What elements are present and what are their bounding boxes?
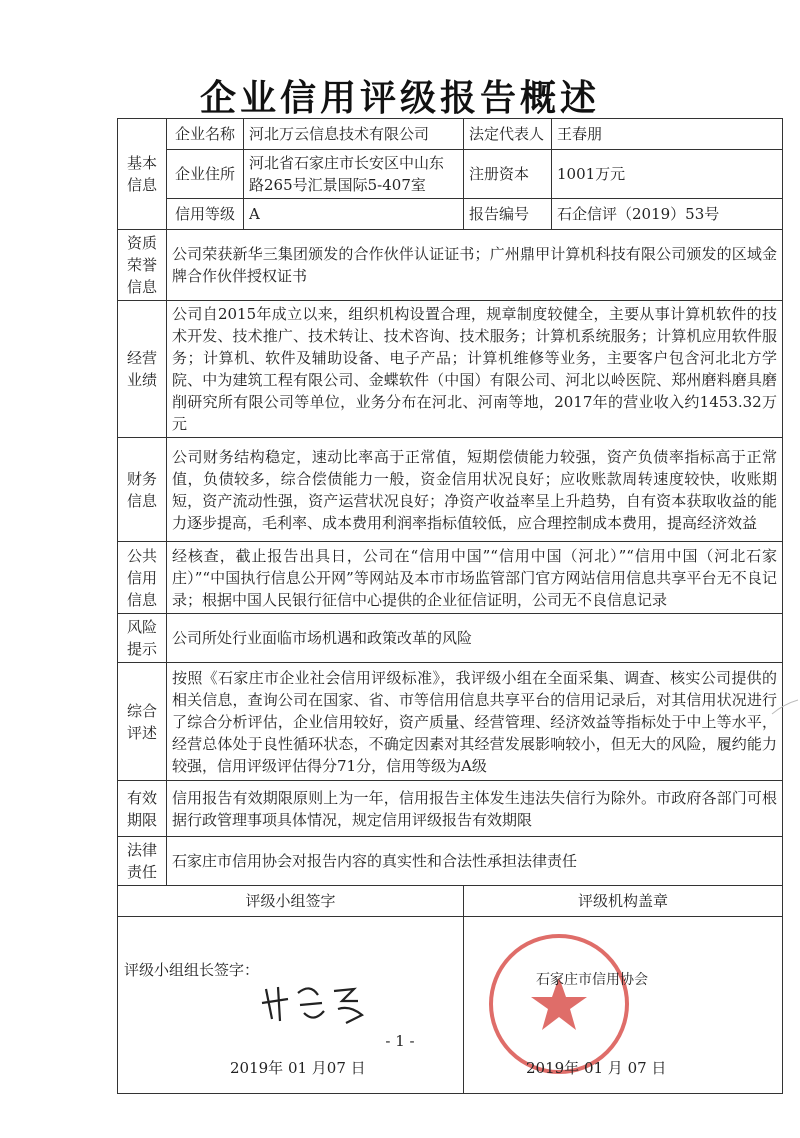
section-text-performance: 公司自2015年成立以来，组织机构设置合理，规章制度较健全，主要从事计算机软件的技术开发、技术推广、技术转让、技术咨询、技术服务；计算机系统服务；计算机应用软件服务；计算机、软件及辅助设备、电子产品；计算机维修等业务，主要客户包含河北北方学院、中为建筑工程有限公司、金蝶软件（中国）有限公司、河北以岭医院、郑州磨料磨具磨削研究所有限公司等单位，业务分布在河北、河南等地，2017年的营业收入约1453.32万元 xyxy=(167,301,783,438)
handwritten-signature xyxy=(258,979,398,1029)
signature-header-right: 评级机构盖章 xyxy=(464,886,783,917)
basic-info-label: 基本信息 xyxy=(118,119,167,230)
scan-mark xyxy=(770,698,800,718)
section-label-honors: 资质荣誉信息 xyxy=(118,230,167,301)
signature-cell-right xyxy=(464,917,783,1094)
section-label-legal: 法律责任 xyxy=(118,837,167,886)
report-no-value: 石企信评（2019）53号 xyxy=(552,199,783,230)
legal-rep-value: 王春朋 xyxy=(552,119,783,150)
credit-grade-value: A xyxy=(244,199,464,230)
section-text-validity: 信用报告有效期限原则上为一年，信用报告主体发生违法失信行为除外。市政府各部门可根据行政管理事项具体情况，规定信用评级报告有效期限 xyxy=(167,781,783,837)
address-value: 河北省石家庄市长安区中山东路265号汇景国际5-407室 xyxy=(244,150,464,199)
company-name-value: 河北万云信息技术有限公司 xyxy=(244,119,464,150)
credit-grade-label: 信用等级 xyxy=(167,199,244,230)
section-label-summary: 综合评述 xyxy=(118,663,167,781)
section-label-public-credit: 公共信用信息 xyxy=(118,542,167,614)
section-label-risk: 风险提示 xyxy=(118,614,167,663)
signature-date-left: 2019年 01 月07 日 xyxy=(230,1059,366,1077)
address-label: 企业住所 xyxy=(167,150,244,199)
section-label-performance: 经营业绩 xyxy=(118,301,167,438)
section-text-summary: 按照《石家庄市企业社会信用评级标准》，我评级小组在全面采集、调查、核实公司提供的相关信息，查询公司在国家、省、市等信用信息共享平台的信用记录后，对其信用状况进行了综合分析评估，企业信用较好，资产质量、经营管理、经济效益等指标处于中上等水平，经营总体处于良性循环状态，不确定因素对其经营发展影响较小，但无大的风险，履约能力较强，信用评级评估得分71分，信用等级为A级 xyxy=(167,663,783,781)
section-text-finance: 公司财务结构稳定，速动比率高于正常值，短期偿债能力较强，资产负债率指标高于正常值，负债较多，综合偿债能力一般，资金信用状况良好；应收账款周转速度较快，收账期短，资产流动性强，资产运营状况良好；净资产收益率呈上升趋势，自有资本获取收益的能力逐步提高，毛利率、成本费用利润率指标值较低，应合理控制成本费用，提高经济效益 xyxy=(167,438,783,542)
page-number: - 1 - xyxy=(385,1032,415,1050)
section-text-risk: 公司所处行业面临市场机遇和政策改革的风险 xyxy=(167,614,783,663)
capital-label: 注册资本 xyxy=(464,150,552,199)
section-label-finance: 财务信息 xyxy=(118,438,167,542)
rating-org-name: 石家庄市信用协会 xyxy=(536,972,648,988)
company-name-label: 企业名称 xyxy=(167,119,244,150)
page-title: 企业信用评级报告概述 xyxy=(199,77,600,119)
signature-cell-left xyxy=(118,917,464,1094)
signature-date-right: 2019年 01 月 07 日 xyxy=(526,1059,667,1077)
report-table xyxy=(117,118,783,1094)
section-label-validity: 有效期限 xyxy=(118,781,167,837)
capital-value: 1001万元 xyxy=(552,150,783,199)
section-text-public-credit: 经核查，截止报告出具日，公司在“信用中国”“信用中国（河北）”“信用中国（河北石家庄）”“中国执行信息公开网”等网站及本市市场监管部门官方网站信用信息共享平台无不良记录；根据中国人民银行征信中心提供的企业征信证明，公司无不良信息记录 xyxy=(167,542,783,614)
legal-rep-label: 法定代表人 xyxy=(464,119,552,150)
leader-signature-label: 评级小组组长签字： xyxy=(124,961,260,979)
section-text-legal: 石家庄市信用协会对报告内容的真实性和合法性承担法律责任 xyxy=(167,837,783,886)
report-no-label: 报告编号 xyxy=(464,199,552,230)
signature-header-left: 评级小组签字 xyxy=(118,886,464,917)
section-text-honors: 公司荣获新华三集团颁发的合作伙伴认证证书；广州鼎甲计算机科技有限公司颁发的区域金牌合作伙伴授权证书 xyxy=(167,230,783,301)
